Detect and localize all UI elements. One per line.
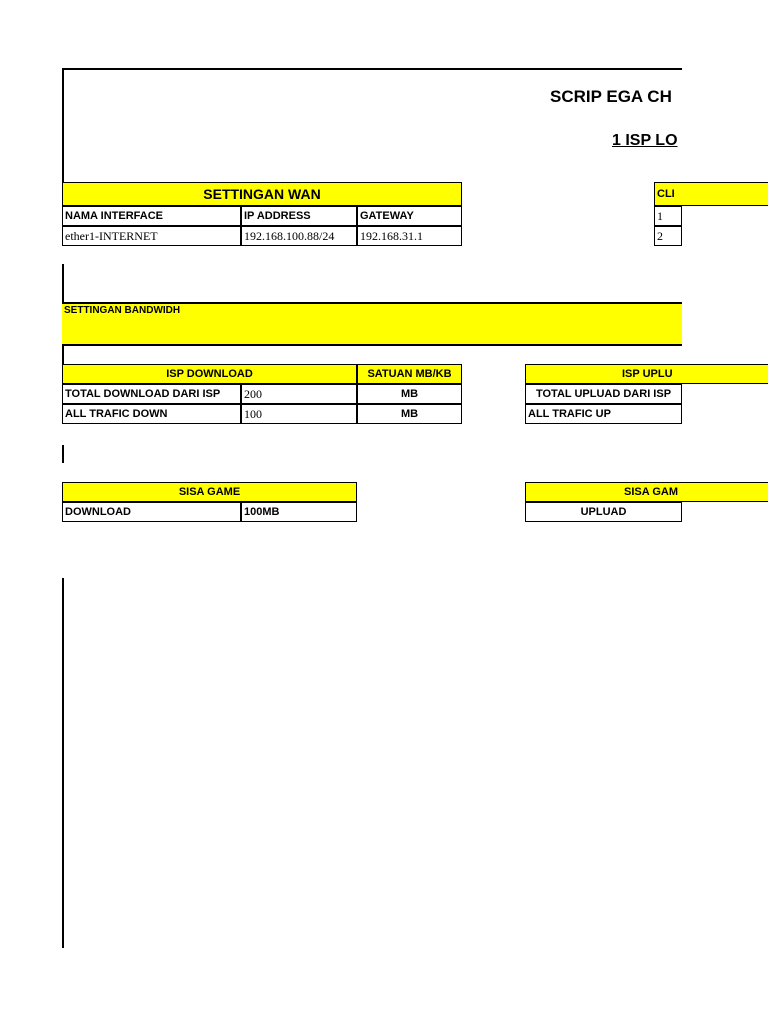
sisa-game-left-title: SISA GAME	[62, 482, 357, 502]
download-row-total-unit[interactable]: MB	[357, 384, 462, 404]
sisa-game-left-value[interactable]: 100MB	[241, 502, 357, 522]
bandwidth-bottom-border	[62, 344, 682, 346]
upload-row-total-label: TOTAL UPLUAD DARI ISP	[525, 384, 682, 404]
left-border-top	[62, 68, 64, 182]
sisa-game-right-label: UPLUAD	[525, 502, 682, 522]
download-row-all-label: ALL TRAFIC DOWN	[62, 404, 241, 424]
upload-row-all-label: ALL TRAFIC UP	[525, 404, 682, 424]
wan-title: SETTINGAN WAN	[62, 182, 462, 206]
download-row-all-unit[interactable]: MB	[357, 404, 462, 424]
left-border-bottom	[62, 578, 64, 948]
wan-value-gateway[interactable]: 192.168.31.1	[357, 226, 462, 246]
wan-header-ip: IP ADDRESS	[241, 206, 357, 226]
download-title: ISP DOWNLOAD	[62, 364, 357, 384]
sisa-game-right-title: SISA GAM	[525, 482, 768, 502]
left-border-mid	[62, 264, 64, 304]
wan-value-ip[interactable]: 192.168.100.88/24	[241, 226, 357, 246]
download-row-all-value[interactable]: 100	[241, 404, 357, 424]
client-row-1[interactable]: 1	[654, 206, 682, 226]
page-subtitle: 1 ISP LO	[612, 132, 678, 149]
page-title: SCRIP EGA CH	[550, 87, 672, 106]
left-border-small	[62, 445, 64, 463]
left-border-bw	[62, 344, 64, 364]
download-row-total-label: TOTAL DOWNLOAD DARI ISP	[62, 384, 241, 404]
top-border	[62, 68, 682, 70]
upload-title: ISP UPLU	[525, 364, 768, 384]
wan-header-gateway: GATEWAY	[357, 206, 462, 226]
download-row-total-value[interactable]: 200	[241, 384, 357, 404]
client-header: CLI	[654, 182, 768, 206]
client-row-2[interactable]: 2	[654, 226, 682, 246]
sisa-game-left-label: DOWNLOAD	[62, 502, 241, 522]
download-satuan-header: SATUAN MB/KB	[357, 364, 462, 384]
wan-header-interface: NAMA INTERFACE	[62, 206, 241, 226]
wan-value-interface[interactable]: ether1-INTERNET	[62, 226, 241, 246]
bandwidth-title: SETTINGAN BANDWIDH	[64, 305, 181, 316]
